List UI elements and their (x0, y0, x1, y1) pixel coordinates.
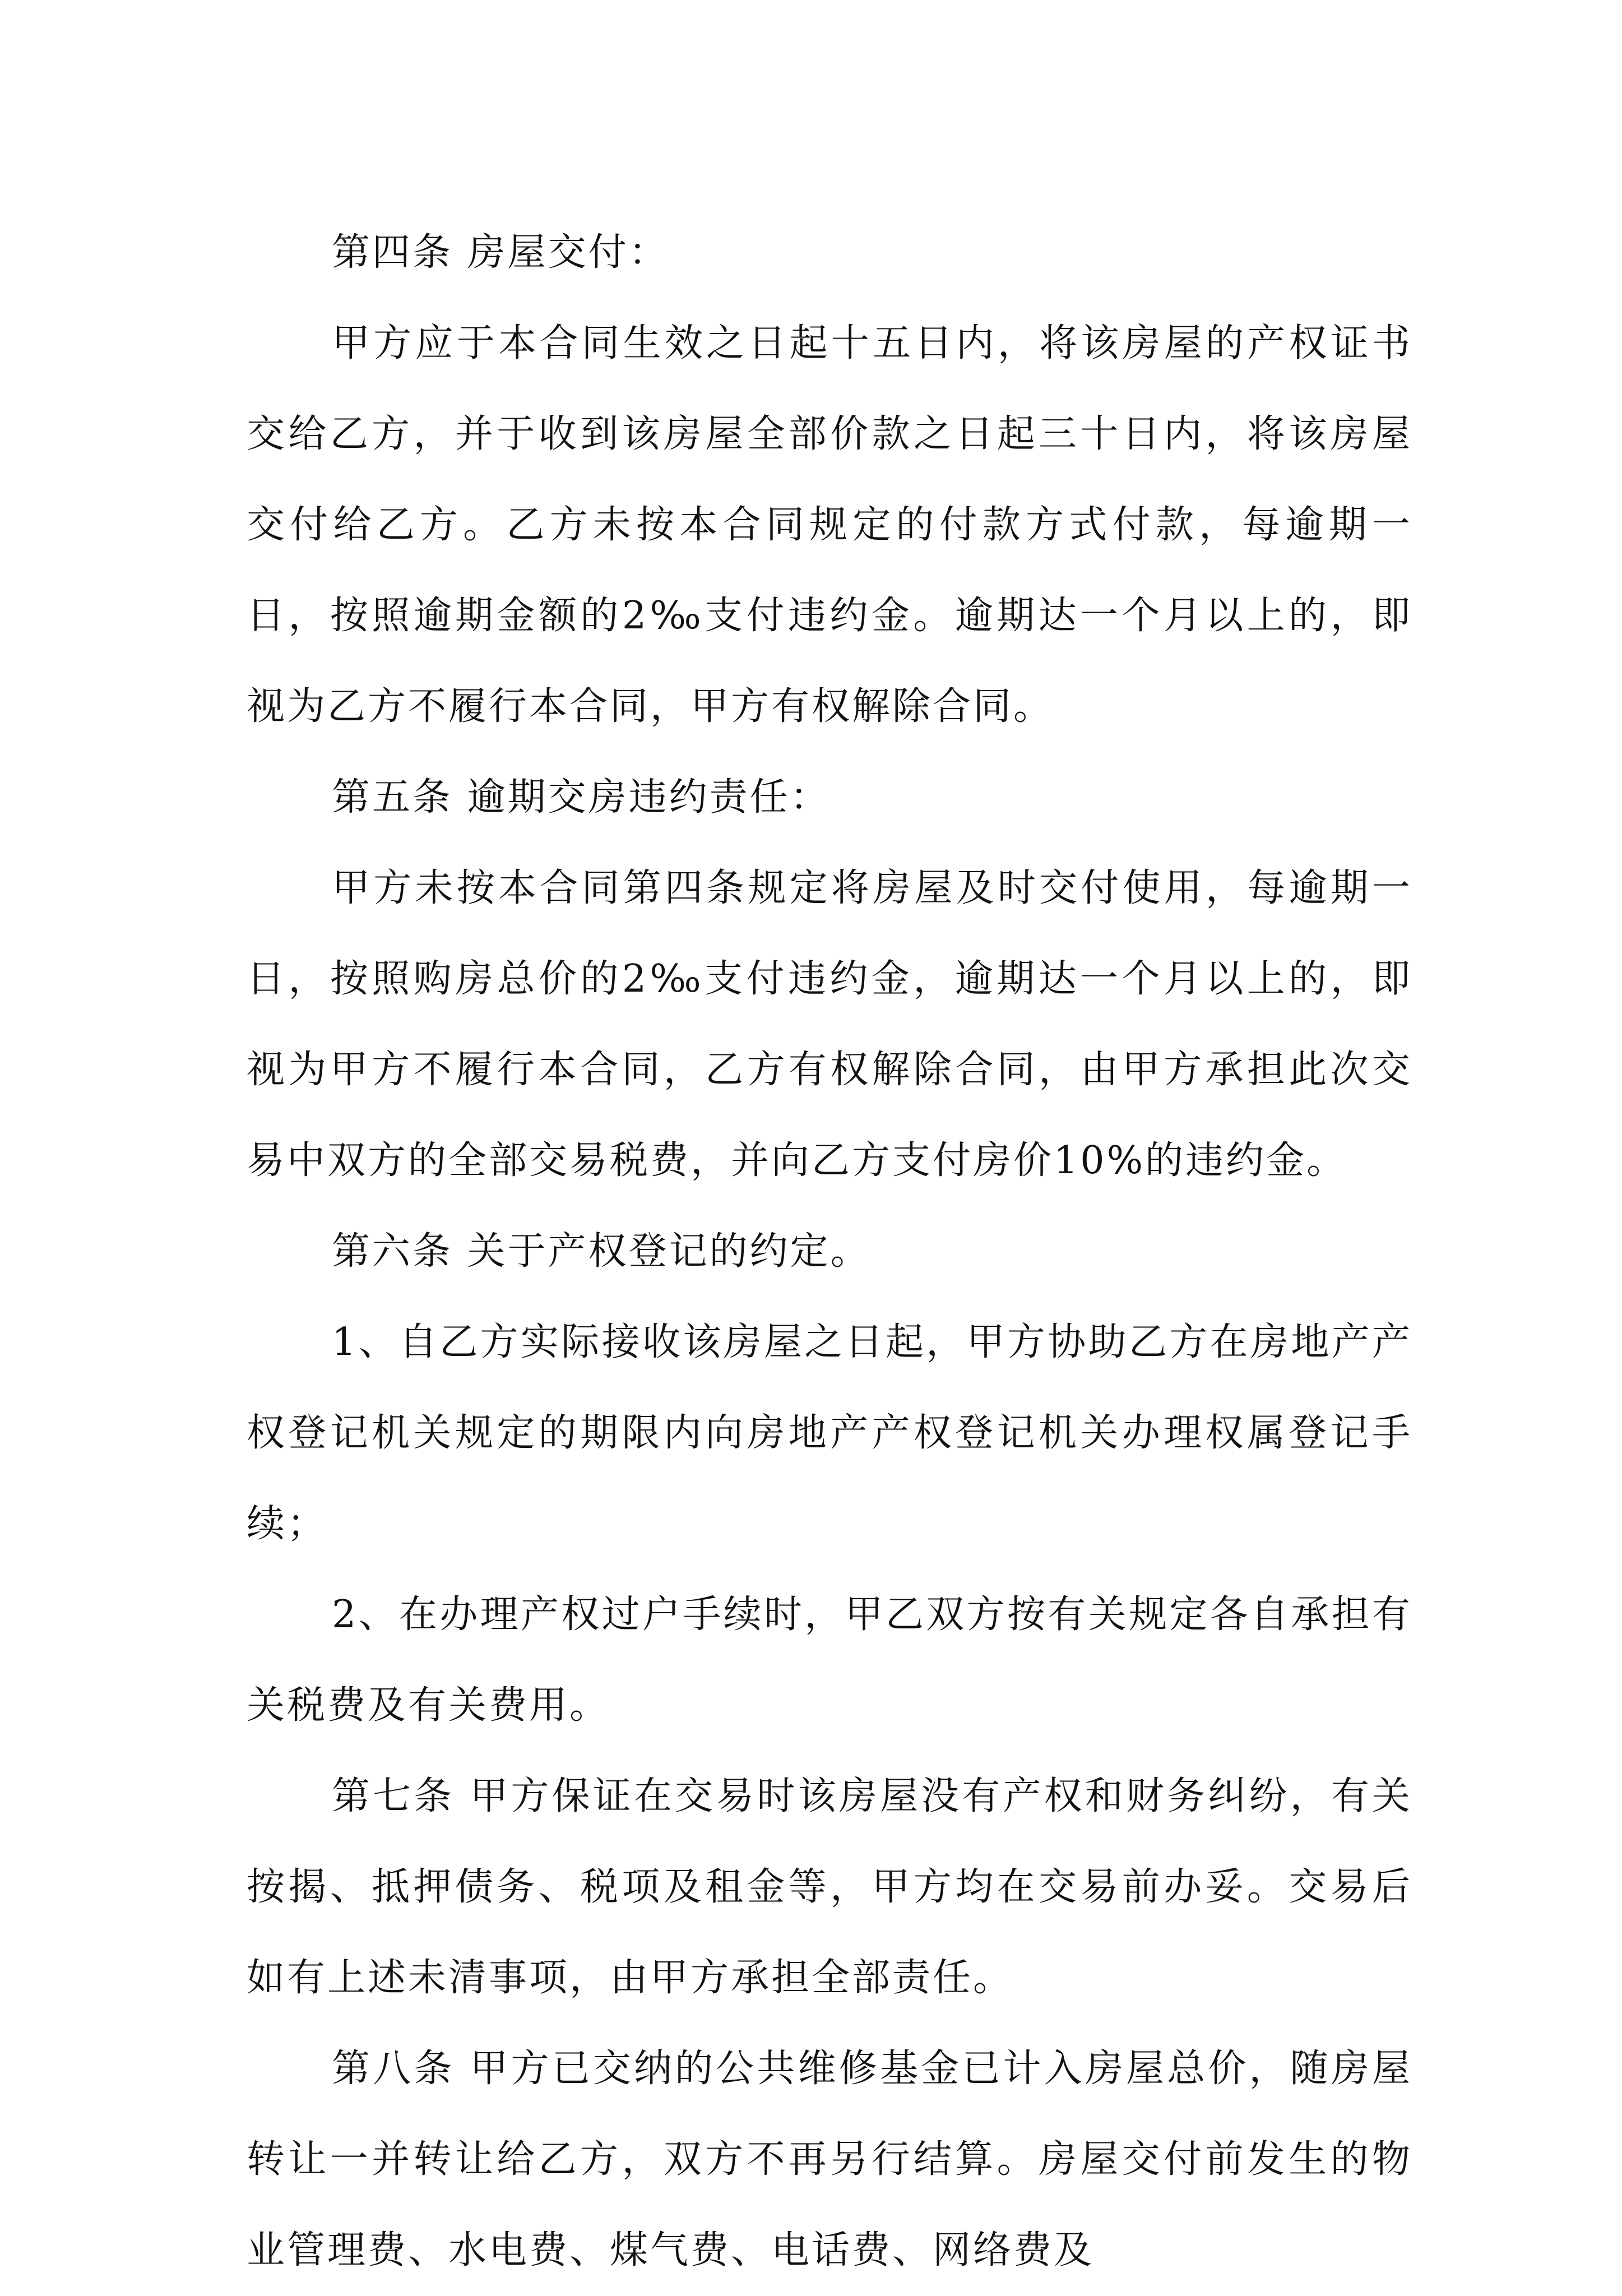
article-6-heading: 第六条 关于产权登记的约定。 (332, 1229, 871, 1274)
contract-body (247, 207, 1412, 2296)
article-4-heading: 第四条 房屋交付： (332, 230, 669, 275)
article-7-body: 第七条 甲方保证在交易时该房屋没有产权和财务纠纷，有关按揭、抵押债务、税项及租金等，甲方均在交易前办妥。交易后如有上述未清事项，由甲方承担全部责任。 (247, 1774, 1412, 2000)
article-6-item-2: 2、在办理产权过户手续时，甲乙双方按有关规定各自承担有关税费及有关费用。 (247, 1593, 1412, 1728)
article-5-heading: 第五条 逾期交房违约责任： (332, 775, 831, 820)
article-5-body: 甲方未按本合同第四条规定将房屋及时交付使用，每逾期一日，按照购房总价的2‰支付违约金，逾期达一个月以上的，即视为甲方不履行本合同，乙方有权解除合同，由甲方承担此次交易中双方的全部交易税费，并向乙方支付房价10%的违约金。 (247, 866, 1412, 1183)
article-8-body: 第八条 甲方已交纳的公共维修基金已计入房屋总价，随房屋转让一并转让给乙方，双方不再另行结算。房屋交付前发生的物业管理费、水电费、煤气费、电话费、网络费及 (247, 2047, 1412, 2272)
article-4-body: 甲方应于本合同生效之日起十五日内，将该房屋的产权证书交给乙方，并于收到该房屋全部价款之日起三十日内，将该房屋交付给乙方。乙方未按本合同规定的付款方式付款，每逾期一日，按照逾期金额的2‰支付违约金。逾期达一个月以上的，即视为乙方不履行本合同，甲方有权解除合同。 (247, 321, 1412, 729)
article-6-item-1: 1、自乙方实际接收该房屋之日起，甲方协助乙方在房地产产权登记机关规定的期限内向房地产产权登记机关办理权属登记手续； (247, 1320, 1412, 1546)
